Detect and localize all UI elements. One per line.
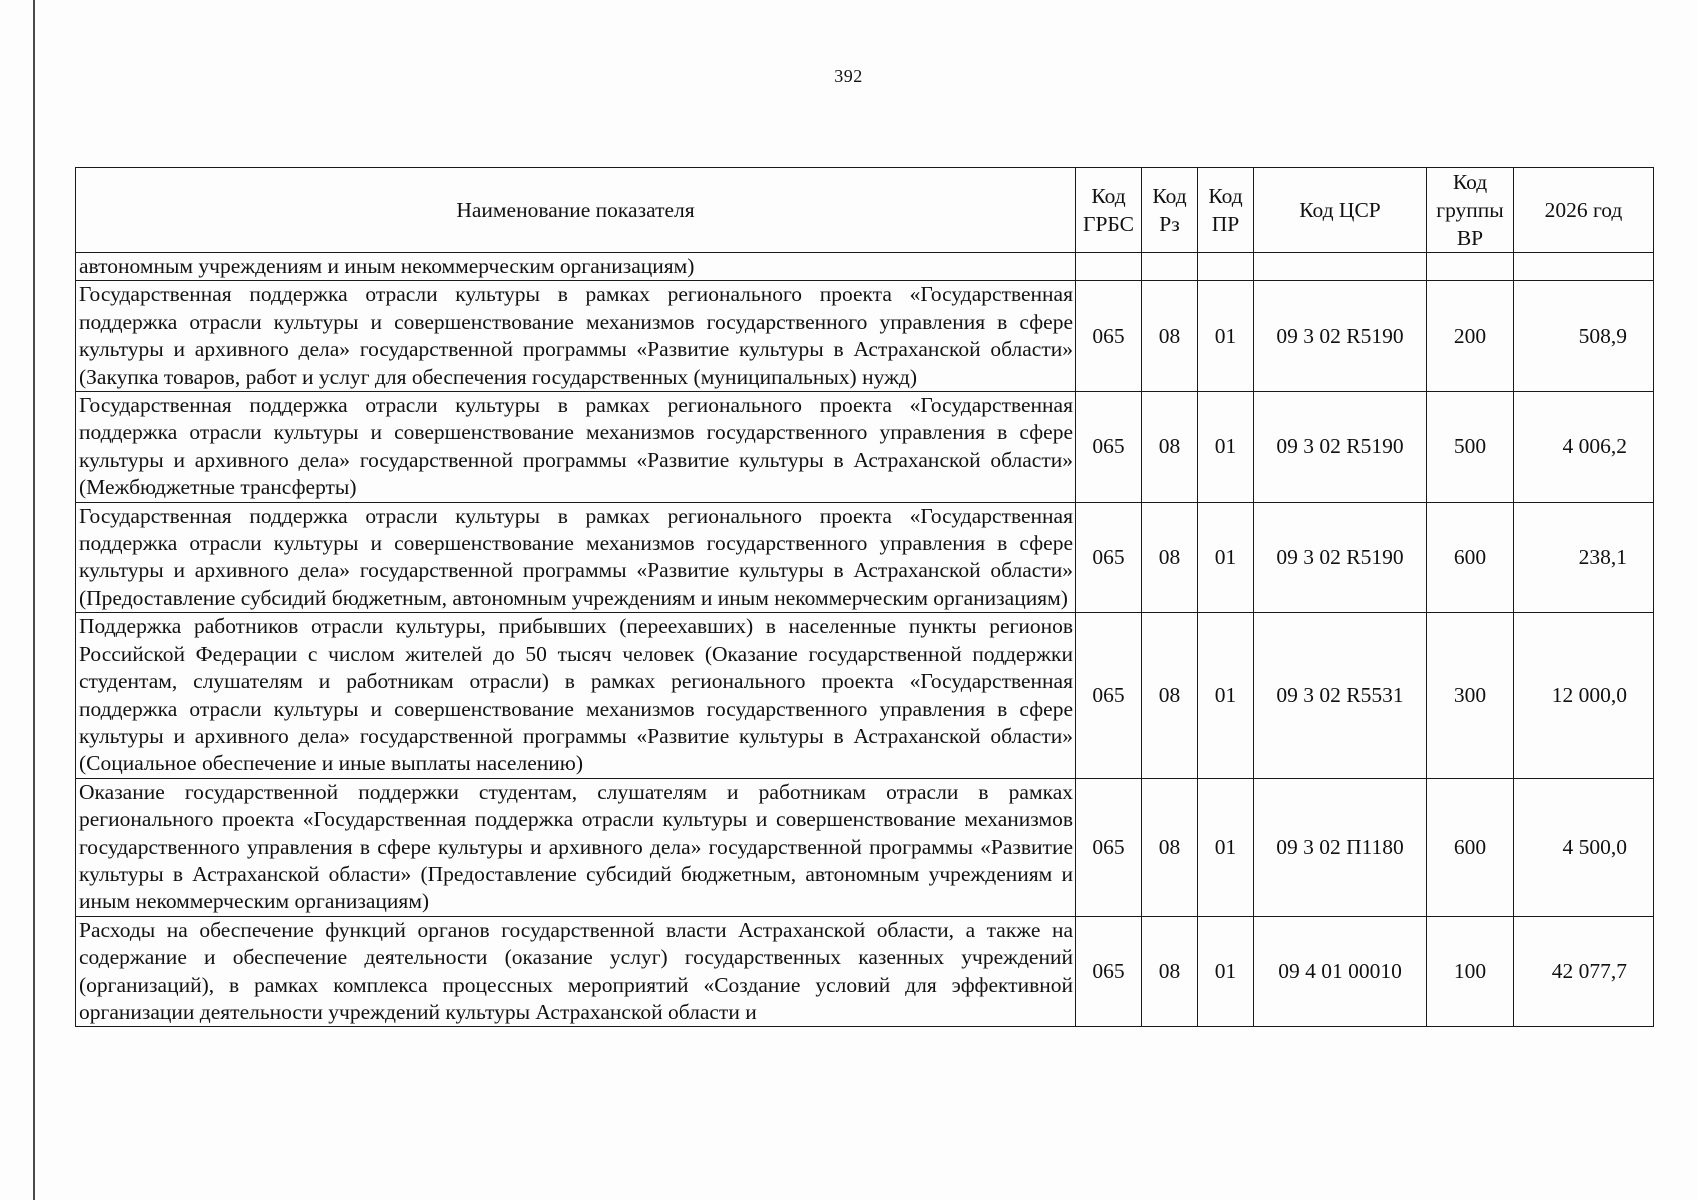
page-number: 392 [834,66,863,86]
row-name: автономным учреждениям и иным некоммерческим организациям) [76,253,1076,281]
row-rz: 08 [1142,613,1198,778]
row-vr: 500 [1427,392,1514,503]
row-amount: 238,1 [1514,502,1654,613]
row-name: Оказание государственной поддержки студентам, слушателям и работникам отрасли в рамках регионального проекта «Государственная поддержка отрасли культуры и совершенствование механизмов государственного управления в сфере культуры и архивного дела» государственной программы «Развитие культуры в Астраханской области» (Предоставление субсидий бюджетным, автономным учреждениям и иным некоммерческим организациям) [76,778,1076,916]
row-grbs: 065 [1076,502,1142,613]
row-name: Государственная поддержка отрасли культуры в рамках регионального проекта «Государственная поддержка отрасли культуры и совершенствование механизмов государственного управления в сфере культуры и архивного дела» государственной программы «Развитие культуры в Астраханской области» (Закупка товаров, работ и услуг для обеспечения государственных (муниципальных) нужд) [76,281,1076,392]
row-rz: 08 [1142,502,1198,613]
table-row [76,613,1654,778]
row-pr: 01 [1198,502,1254,613]
row-name: Расходы на обеспечение функций органов государственной власти Астраханской области, а также на содержание и обеспечение деятельности (оказание услуг) государственных казенных учреждений (организаций), в рамках комплекса процессных мероприятий «Создание условий для эффективной организации деятельности учреждений культуры Астраханской области и [76,916,1076,1027]
row-rz: 08 [1142,392,1198,503]
header-vr: Код группы ВР [1427,168,1514,253]
row-grbs: 065 [1076,778,1142,916]
row-csr: 09 3 02 П1180 [1254,778,1427,916]
row-pr: 01 [1198,392,1254,503]
row-amount: 12 000,0 [1514,613,1654,778]
row-amount [1514,253,1654,281]
row-grbs: 065 [1076,281,1142,392]
row-vr [1427,253,1514,281]
table-header-row [76,168,1654,253]
row-grbs [1076,253,1142,281]
row-rz: 08 [1142,778,1198,916]
row-grbs: 065 [1076,613,1142,778]
row-amount: 42 077,7 [1514,916,1654,1027]
row-pr [1198,253,1254,281]
row-csr: 09 4 01 00010 [1254,916,1427,1027]
row-name: Государственная поддержка отрасли культуры в рамках регионального проекта «Государственная поддержка отрасли культуры и совершенствование механизмов государственного управления в сфере культуры и архивного дела» государственной программы «Развитие культуры в Астраханской области» (Межбюджетные трансферты) [76,392,1076,503]
row-csr: 09 3 02 R5190 [1254,502,1427,613]
header-pr: Код ПР [1198,168,1254,253]
row-vr: 600 [1427,502,1514,613]
row-rz [1142,253,1198,281]
row-rz: 08 [1142,281,1198,392]
row-amount: 4 006,2 [1514,392,1654,503]
budget-table [75,167,1654,1027]
row-vr: 600 [1427,778,1514,916]
table-row [76,916,1654,1027]
row-pr: 01 [1198,613,1254,778]
row-csr: 09 3 02 R5190 [1254,281,1427,392]
header-csr: Код ЦСР [1254,168,1427,253]
row-grbs: 065 [1076,392,1142,503]
row-pr: 01 [1198,778,1254,916]
row-pr: 01 [1198,916,1254,1027]
table-row [76,778,1654,916]
row-name: Государственная поддержка отрасли культуры в рамках регионального проекта «Государственная поддержка отрасли культуры и совершенствование механизмов государственного управления в сфере культуры и архивного дела» государственной программы «Развитие культуры в Астраханской области» (Предоставление субсидий бюджетным, автономным учреждениям и иным некоммерческим организациям) [76,502,1076,613]
table-row [76,502,1654,613]
row-amount: 508,9 [1514,281,1654,392]
header-year: 2026 год [1514,168,1654,253]
header-name: Наименование показателя [76,168,1076,253]
row-vr: 100 [1427,916,1514,1027]
table-row [76,253,1654,281]
scan-edge [33,0,35,1200]
header-rz: Код Рз [1142,168,1198,253]
row-csr [1254,253,1427,281]
row-vr: 200 [1427,281,1514,392]
row-vr: 300 [1427,613,1514,778]
row-amount: 4 500,0 [1514,778,1654,916]
table-row [76,281,1654,392]
row-name: Поддержка работников отрасли культуры, прибывших (переехавших) в населенные пункты регионов Российской Федерации с числом жителей до 50 тысяч человек (Оказание государственной поддержки студентам, слушателям и работникам отрасли) в рамках регионального проекта «Государственная поддержка отрасли культуры и совершенствование механизмов государственного управления в сфере культуры и архивного дела» государственной программы «Развитие культуры в Астраханской области» (Социальное обеспечение и иные выплаты населению) [76,613,1076,778]
header-grbs: Код ГРБС [1076,168,1142,253]
row-csr: 09 3 02 R5190 [1254,392,1427,503]
table-row [76,392,1654,503]
row-pr: 01 [1198,281,1254,392]
row-rz: 08 [1142,916,1198,1027]
row-csr: 09 3 02 R5531 [1254,613,1427,778]
row-grbs: 065 [1076,916,1142,1027]
